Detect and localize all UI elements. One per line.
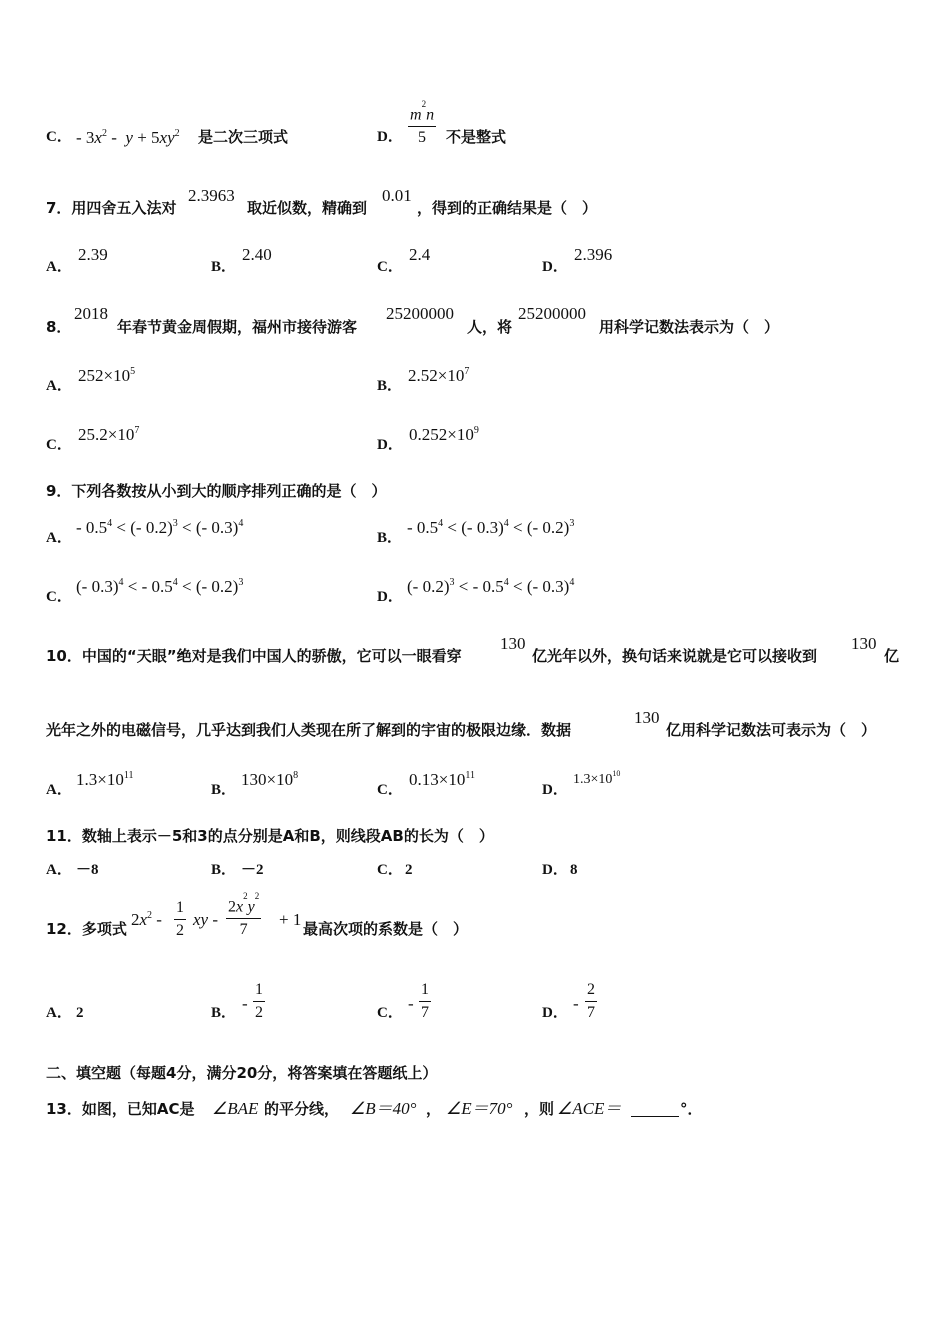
q12-polynomial-term3: $\frac{2x^2y^2}{7}$ bbox=[228, 891, 260, 939]
q11-option-a-value: －8 bbox=[76, 862, 99, 878]
q8-option-a-value: $252\times 10^5$ bbox=[78, 366, 136, 385]
q12-option-d-fraction: $\frac{2}{7}$ bbox=[587, 981, 595, 1021]
q12-option-d-minus: - bbox=[573, 994, 579, 1013]
q8-option-c-value: $25.2\times 10^7$ bbox=[78, 425, 140, 444]
q12-polynomial-term2: xy - bbox=[193, 910, 219, 929]
q10-number-2: 130 bbox=[851, 634, 877, 653]
q7-prefix: 7．用四舍五入法对 bbox=[46, 199, 177, 217]
q10-number-3: 130 bbox=[634, 708, 660, 727]
q9-option-d-expression: (- 0.2)$^3$ < - $0.5^4$ < (- 0.3)$^4$ bbox=[407, 577, 575, 596]
q13-angle-bae: ∠BAE bbox=[212, 1099, 259, 1118]
q12-prefix: 12．多项式 bbox=[46, 920, 127, 938]
q13-answer-blank[interactable] bbox=[631, 1102, 679, 1117]
q8-year: 2018 bbox=[74, 304, 108, 323]
q7-option-c-value: 2.4 bbox=[409, 245, 431, 264]
q8-prefix: 8． bbox=[46, 318, 72, 336]
q10-option-d-value: $1.3\times 10^{10}$ bbox=[573, 769, 621, 787]
q8-count2: 25200000 bbox=[518, 304, 586, 323]
q13-separator: ， bbox=[426, 1100, 442, 1118]
q13-prefix: 13．如图，已知AC是 bbox=[46, 1100, 195, 1118]
q8-option-b-value: $2.52\times 10^7$ bbox=[408, 366, 470, 385]
q7-option-c-label: C． bbox=[377, 259, 403, 275]
q8-mid1: 年春节黄金周假期，福州市接待游客 bbox=[117, 318, 358, 336]
q6-option-c-label: C． bbox=[46, 129, 72, 145]
q10-option-a-value: $1.3\times 10^{11}$ bbox=[76, 770, 134, 789]
q8-suffix: 用科学记数法表示为（ ） bbox=[599, 318, 780, 336]
q12-polynomial-half: $\frac{1}{2}$ bbox=[176, 899, 184, 939]
q8-option-d-label: D． bbox=[377, 437, 403, 453]
q11-option-a-label: A． bbox=[46, 862, 72, 878]
q11-option-b-label: B． bbox=[211, 862, 237, 878]
q6-option-c-expression: - $3x^2 - y + 5xy^2$ bbox=[76, 128, 180, 147]
q6-option-d-label: D． bbox=[377, 129, 403, 145]
section2-title: 二、填空题（每题4分，满分20分，将答案填在答题纸上） bbox=[46, 1064, 438, 1082]
q11-option-d-value: 8 bbox=[570, 862, 578, 878]
q12-option-b-label: B． bbox=[211, 1005, 237, 1021]
q9-option-d-label: D． bbox=[377, 589, 403, 605]
q9-option-b-expression: - $0.5^4$ < (- 0.3)$^4$ < (- 0.2)$^3$ bbox=[407, 518, 575, 537]
q10-option-b-value: $130\times 10^8$ bbox=[241, 770, 299, 789]
q8-option-b-label: B． bbox=[377, 378, 403, 394]
q7-number: 2.3963 bbox=[188, 186, 235, 205]
q6-option-d-text: 不是整式 bbox=[446, 128, 507, 146]
q10-line2-a: 光年之外的电磁信号，几乎达到我们人类现在所了解到的宇宙的极限边缘．数据 bbox=[46, 721, 572, 739]
q12-option-b-fraction: $\frac{1}{2}$ bbox=[255, 981, 263, 1021]
q8-count: 25200000 bbox=[386, 304, 454, 323]
q7-option-b-label: B． bbox=[211, 259, 237, 275]
q10-line1-a: 10．中国的“天眼”绝对是我们中国人的骄傲，它可以一眼看穿 bbox=[46, 647, 462, 665]
q9-option-c-label: C． bbox=[46, 589, 72, 605]
q7-option-a-value: 2.39 bbox=[78, 245, 108, 264]
q7-option-d-value: 2.396 bbox=[574, 245, 613, 264]
q8-option-a-label: A． bbox=[46, 378, 72, 394]
q6-option-d-fraction: $\frac{m^2n}{5}$ bbox=[410, 99, 435, 147]
q12-polynomial-term4: + 1 bbox=[279, 910, 302, 929]
q6-option-c-text: 是二次三项式 bbox=[198, 128, 289, 146]
q7-suffix: ，得到的正确结果是（ ） bbox=[417, 199, 598, 217]
q7-option-d-label: D． bbox=[542, 259, 568, 275]
q12-option-a-label: A． bbox=[46, 1005, 72, 1021]
q12-option-c-label: C． bbox=[377, 1005, 403, 1021]
q10-option-c-label: C． bbox=[377, 782, 403, 798]
q7-option-b-value: 2.40 bbox=[242, 245, 272, 264]
q10-line2-b: 亿用科学记数法可表示为（ ） bbox=[666, 721, 877, 739]
q12-option-c-minus: - bbox=[408, 994, 414, 1013]
q12-suffix: 最高次项的系数是（ ） bbox=[303, 920, 469, 938]
q9-option-a-expression: - $0.5^4$ < (- 0.2)$^3$ < (- 0.3)$^4$ bbox=[76, 518, 244, 537]
q12-option-d-label: D． bbox=[542, 1005, 568, 1021]
q10-option-a-label: A． bbox=[46, 782, 72, 798]
q7-mid: 取近似数，精确到 bbox=[247, 199, 368, 217]
q10-line1-c: 亿 bbox=[884, 647, 900, 665]
q13-mid1: 的平分线， bbox=[264, 1100, 340, 1118]
q10-option-c-value: $0.13\times 10^{11}$ bbox=[409, 770, 475, 789]
q13-mid2: ，则 bbox=[524, 1100, 555, 1118]
q9-option-b-label: B． bbox=[377, 530, 403, 546]
q8-option-d-value: $0.252\times 10^9$ bbox=[409, 425, 479, 444]
q9-option-a-label: A． bbox=[46, 530, 72, 546]
q13-condition-b: ∠B＝40° bbox=[350, 1099, 417, 1118]
q8-mid2: 人，将 bbox=[467, 318, 513, 336]
q11-option-d-label: D． bbox=[542, 862, 568, 878]
q10-option-d-label: D． bbox=[542, 782, 568, 798]
q12-polynomial-term1: $2x^2$ - bbox=[131, 910, 162, 929]
q10-line1-b: 亿光年以外，换句话来说就是它可以接收到 bbox=[532, 647, 818, 665]
q8-option-c-label: C． bbox=[46, 437, 72, 453]
q11-option-c-label: C． bbox=[377, 862, 403, 878]
q9-option-c-expression: (- 0.3)$^4$ < - $0.5^4$ < (- 0.2)$^3$ bbox=[76, 577, 244, 596]
q13-suffix: °． bbox=[680, 1100, 703, 1118]
q11-option-c-value: 2 bbox=[405, 862, 413, 878]
q11-stem: 11．数轴上表示－5和3的点分别是A和B，则线段AB的长为（ ） bbox=[46, 827, 494, 845]
q13-target-angle: ∠ACE＝ bbox=[557, 1099, 622, 1118]
q7-option-a-label: A． bbox=[46, 259, 72, 275]
q12-option-c-fraction: $\frac{1}{7}$ bbox=[421, 981, 429, 1021]
q12-option-a-value: 2 bbox=[76, 1005, 84, 1021]
q13-condition-e: ∠E＝70° bbox=[446, 1099, 513, 1118]
q10-option-b-label: B． bbox=[211, 782, 237, 798]
q12-option-b-minus: - bbox=[242, 994, 248, 1013]
q11-option-b-value: －2 bbox=[241, 862, 264, 878]
q7-precision: 0.01 bbox=[382, 186, 412, 205]
q10-number-1: 130 bbox=[500, 634, 526, 653]
q9-stem: 9．下列各数按从小到大的顺序排列正确的是（ ） bbox=[46, 482, 387, 500]
